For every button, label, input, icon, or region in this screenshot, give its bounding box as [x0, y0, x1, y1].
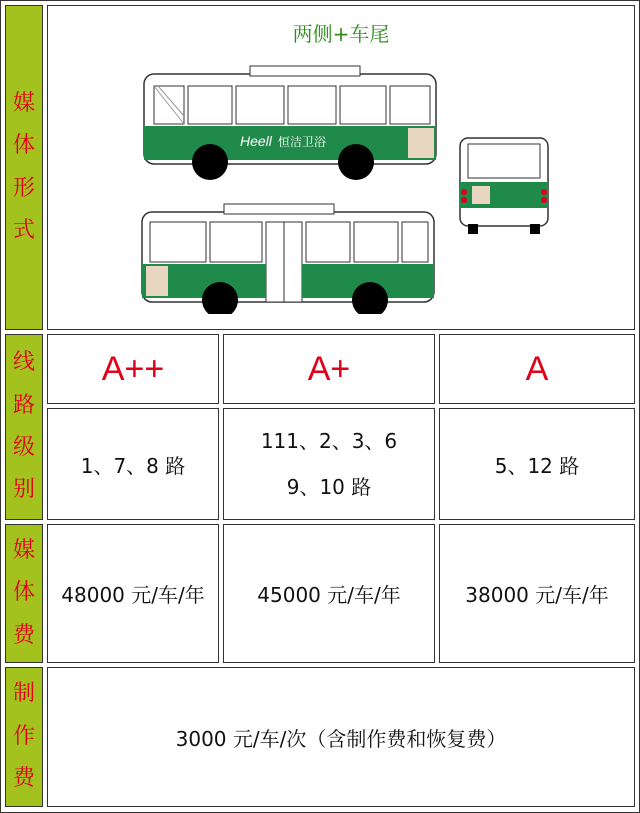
production-fee: 3000 元/车/次（含制作费和恢复费）	[47, 667, 635, 807]
routes-line: 111、2、3、6	[260, 429, 398, 453]
grade-a-plus: A+	[223, 334, 435, 404]
routes-a-plus	[223, 408, 435, 520]
grade-a: A	[439, 334, 635, 404]
label-char: 线	[12, 350, 35, 376]
routes-a-plus-plus: 1、7、8 路	[47, 408, 219, 520]
fee-a-plus: 45000 元/车/年	[223, 524, 435, 663]
media-form-cell	[47, 5, 635, 330]
brand-logo: Heell	[240, 133, 272, 149]
label-char: 媒	[12, 537, 35, 563]
routes-line: 9、10 路	[286, 475, 372, 499]
label-route-level	[5, 334, 43, 520]
label-char: 路	[12, 392, 35, 418]
label-char: 体	[12, 133, 35, 159]
label-char: 费	[12, 622, 35, 648]
label-production-fee	[5, 667, 43, 807]
label-char: 形	[12, 175, 35, 201]
label-char: 作	[12, 723, 35, 749]
fee-a-plus-plus: 48000 元/车/年	[47, 524, 219, 663]
routes-a: 5、12 路	[439, 408, 635, 520]
bus-side-bottom-image	[138, 202, 438, 314]
bus-side-top-image	[140, 64, 440, 184]
label-char: 费	[12, 766, 35, 792]
label-char: 式	[12, 217, 35, 243]
bus-rear-image	[454, 136, 554, 236]
label-char: 制	[12, 681, 35, 707]
brand-cn-text: 恒洁卫浴	[278, 135, 327, 149]
fee-a: 38000 元/车/年	[439, 524, 635, 663]
label-media-fee	[5, 524, 43, 663]
label-char: 体	[12, 580, 35, 606]
label-media-form	[5, 5, 43, 330]
media-title: 两侧+车尾	[292, 22, 390, 46]
grade-a-plus-plus: A++	[47, 334, 219, 404]
label-char: 级	[12, 435, 35, 460]
label-char: 媒	[12, 90, 35, 116]
label-char: 别	[12, 477, 35, 503]
